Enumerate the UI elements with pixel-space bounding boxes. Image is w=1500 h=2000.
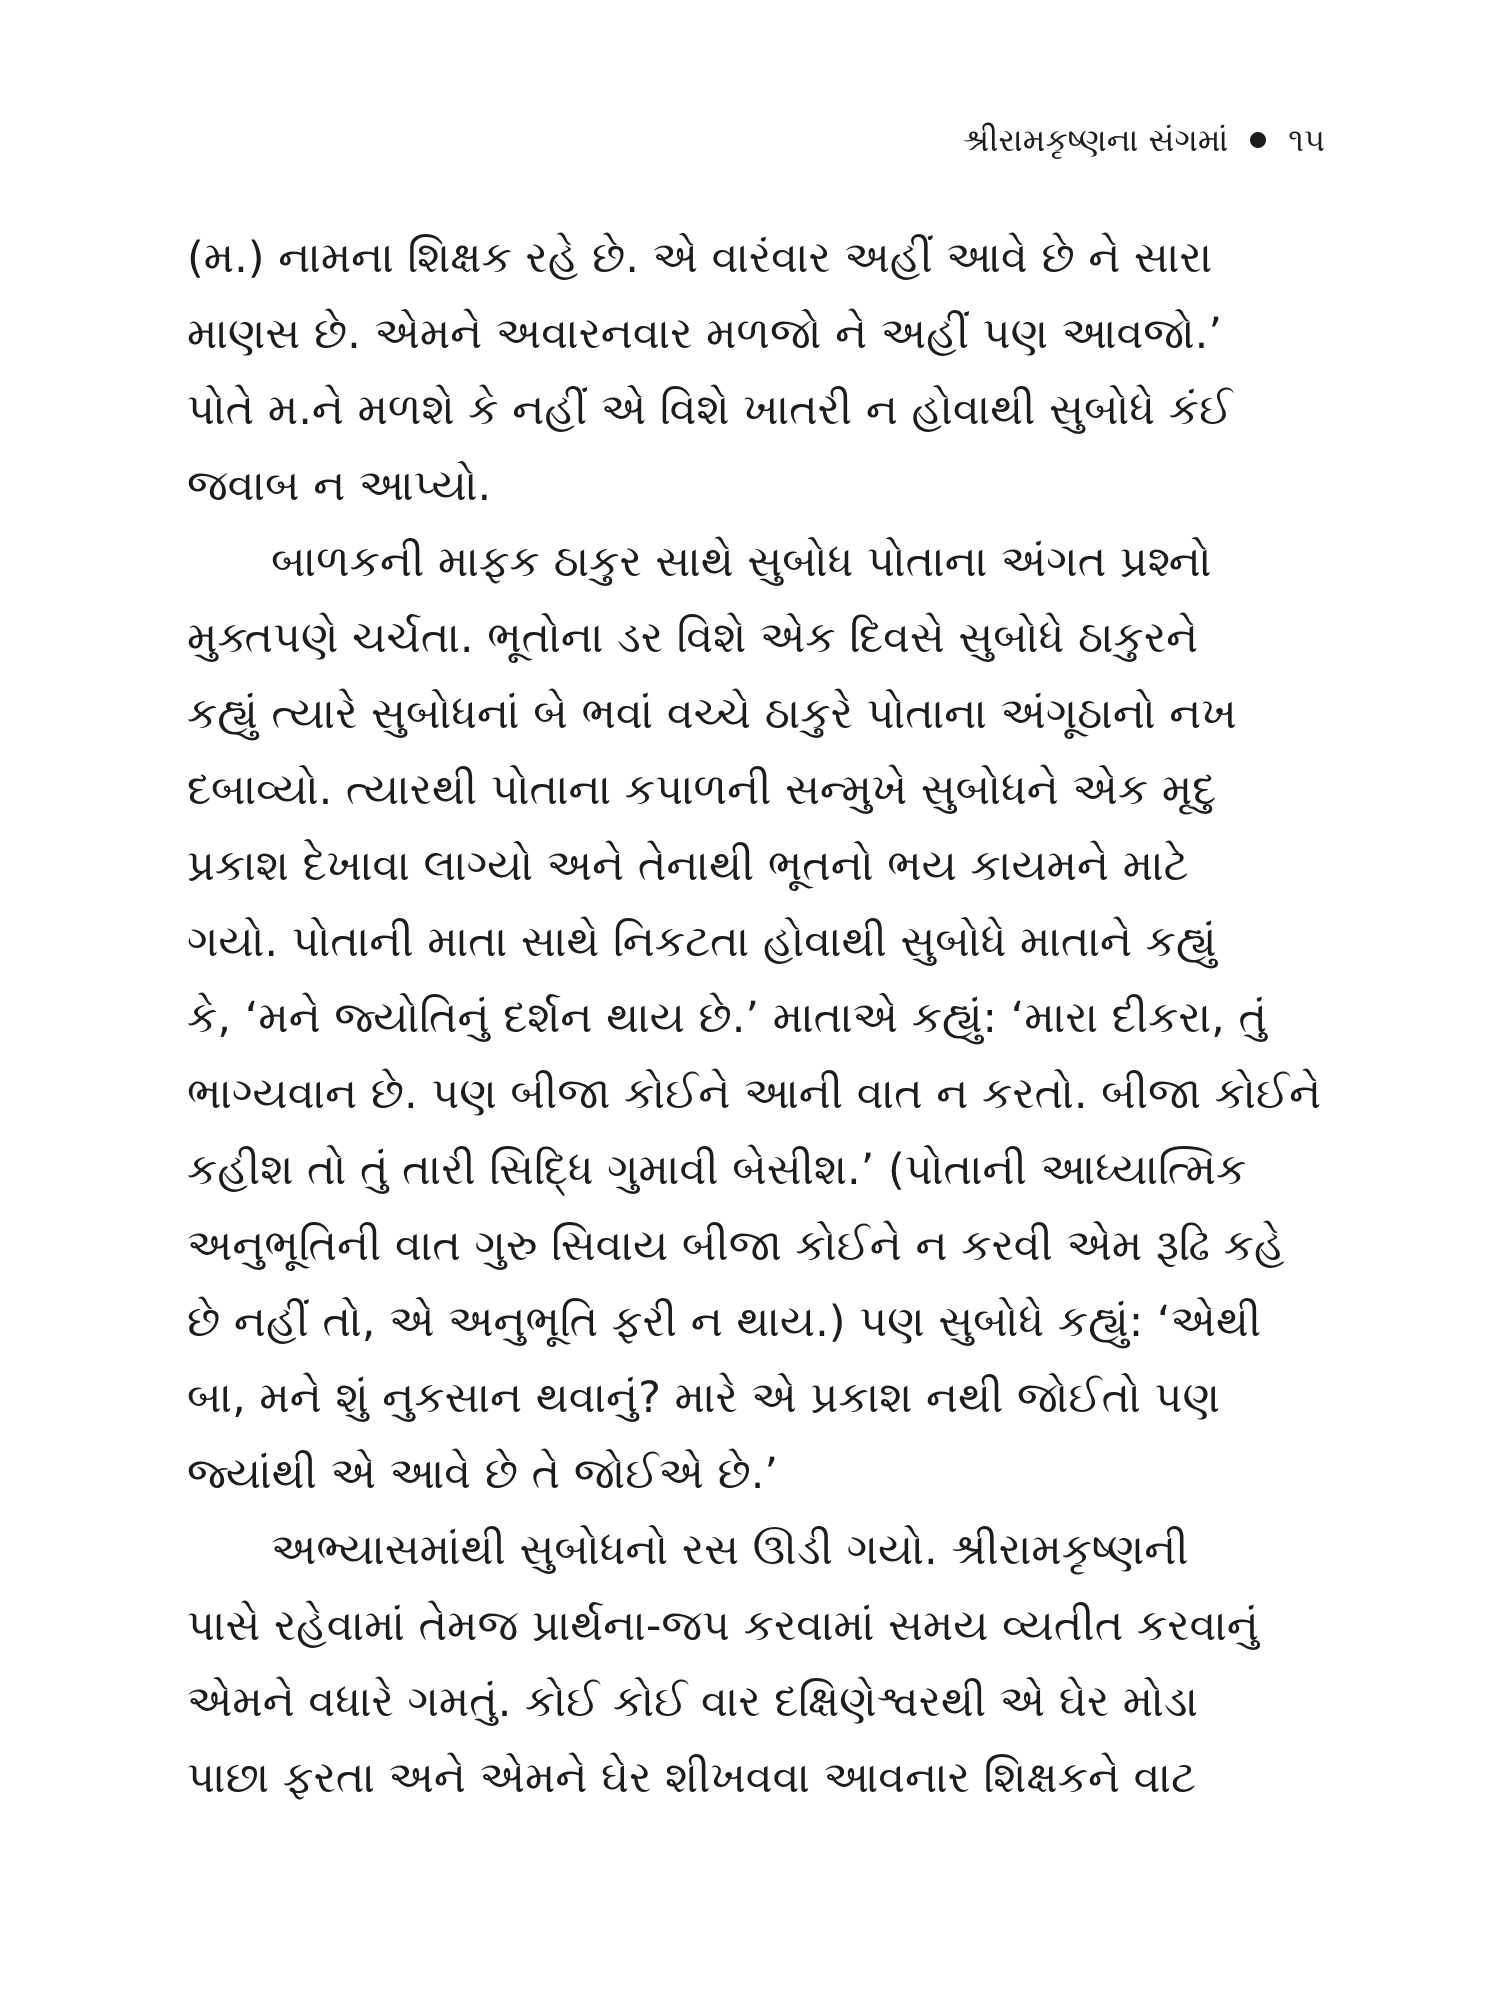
text-line: કે, ‘મને જ્યોતિનું દર્શન થાય છે.’ માતાએ કહ્યું: ‘મારા દીકરા, તું: [187, 993, 1267, 1043]
text-line: બા, મને શું નુકસાન થવાનું? મારે એ પ્રકાશ નથી જોઈતો પણ: [187, 1373, 1220, 1423]
text-line: દબાવ્યો. ત્યારથી પોતાના કપાળની સન્મુખે સુબોધને એક મૃદુ: [187, 765, 1217, 815]
header-title: શ્રીરામકૃષ્ણના સંગમાં: [963, 121, 1229, 159]
running-header: [963, 118, 1325, 162]
text-line: (મ.) નામના શિક્ષક રહે છે. એ વારંવાર અહીં આવે છે ને સારા: [187, 233, 1213, 283]
text-line: મુક્તપણે ચર્ચતા. ભૂતોના ડર વિશે એક દિવસે સુબોધે ઠાકુરને: [187, 613, 1199, 663]
page-number: ૧૫: [1288, 121, 1325, 159]
text-line: જવાબ ન આપ્યો.: [187, 461, 492, 511]
text-line: છે નહીં તો, એ અનુભૂતિ ફરી ન થાય.) પણ સુબોધે કહ્યું: ‘એથી: [187, 1297, 1262, 1347]
text-line: પોતે મ.ને મળશે કે નહીં એ વિશે ખાતરી ન હોવાથી સુબોધે કંઈ: [187, 385, 1233, 435]
bullet-icon: [1250, 132, 1266, 148]
text-line: માણસ છે. એમને અવારનવાર મળજો ને અહીં પણ આવજો.’: [187, 309, 1222, 359]
text-line: અનુભૂતિની વાત ગુરુ સિવાય બીજા કોઈને ન કરવી એમ રૂઢિ કહે: [187, 1221, 1285, 1271]
text-line: ભાગ્યવાન છે. પણ બીજા કોઈને આની વાત ન કરતો. બીજા કોઈને: [187, 1069, 1322, 1119]
body-text: [187, 220, 1327, 1816]
text-line: એમને વધારે ગમતું. કોઈ કોઈ વાર દક્ષિણેશ્વરથી એ ઘેર મોડા: [187, 1677, 1199, 1727]
text-line: પાસે રહેવામાં તેમજ પ્રાર્થના-જપ કરવામાં સમય વ્યતીત કરવાનું: [187, 1601, 1259, 1651]
paragraph-start-line: બાળકની માફક ઠાકુર સાથે સુબોધ પોતાના અંગત પ્રશ્નો: [271, 537, 1212, 587]
text-line: કહ્યું ત્યારે સુબોધનાં બે ભવાં વચ્ચે ઠાકુરે પોતાના અંગૂઠાનો નખ: [187, 689, 1237, 739]
text-line: પ્રકાશ દેખાવા લાગ્યો અને તેનાથી ભૂતનો ભય કાયમને માટે: [187, 841, 1189, 891]
text-line: ગયો. પોતાની માતા સાથે નિકટતા હોવાથી સુબોધે માતાને કહ્યું: [187, 917, 1217, 967]
paragraph-start-line: અભ્યાસમાંથી સુબોધનો રસ ઊડી ગયો. શ્રીરામકૃષ્ણની: [271, 1525, 1189, 1575]
text-line: કહીશ તો તું તારી સિદ્ધિ ગુમાવી બેસીશ.’ (પોતાની આધ્યાત્મિક: [187, 1145, 1247, 1195]
text-line: જ્યાંથી એ આવે છે તે જોઈએ છે.’: [187, 1449, 779, 1499]
text-line: પાછા ફરતા અને એમને ઘેર શીખવવા આવનાર શિક્ષકને વાટ: [187, 1753, 1197, 1803]
